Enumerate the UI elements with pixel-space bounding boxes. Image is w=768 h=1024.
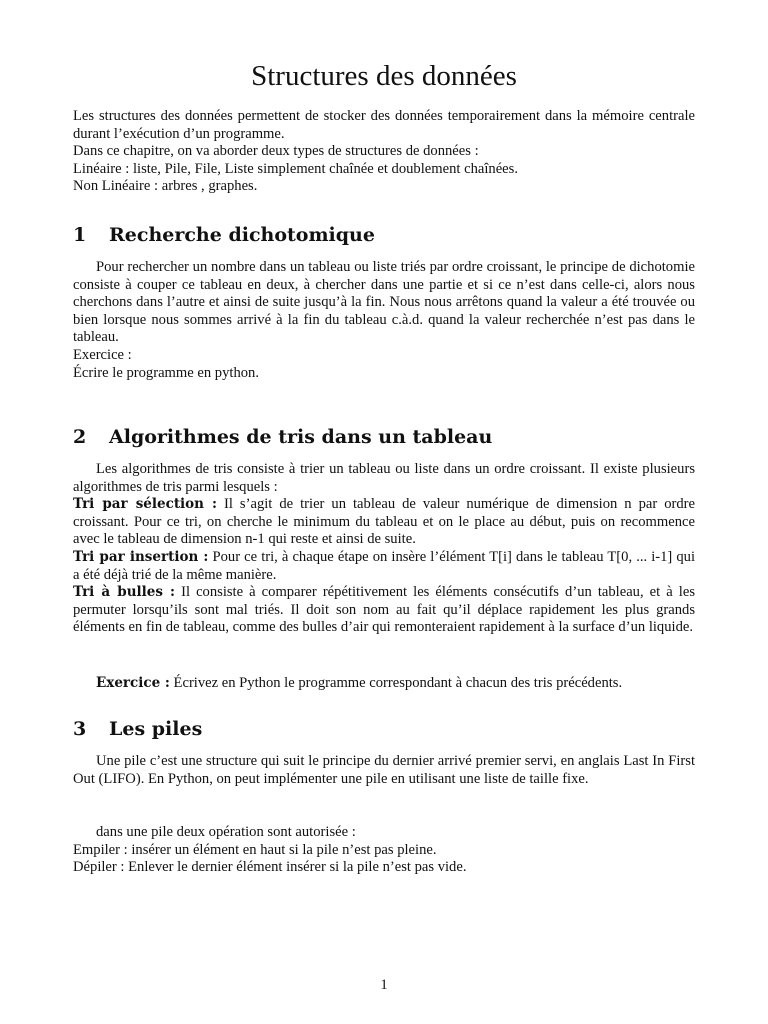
intro-block (73, 108, 695, 196)
intro-paragraph: Les structures des données permettent de stocker des données temporairement dans la mémoire centrale durant l’exécution d’un programme. (73, 108, 695, 142)
intro-line: Non Linéaire : arbres , graphes. (73, 178, 258, 195)
page-number: 1 (380, 977, 388, 993)
section-1-body (73, 259, 695, 382)
document-title: Structures des données (251, 60, 517, 92)
section-number: 3 (73, 718, 87, 740)
section-title: Recherche dichotomique (109, 224, 375, 246)
sort-item (73, 496, 695, 549)
exercise-label: Exercice : (96, 675, 170, 691)
ops-item: Dépiler : Enlever le dernier élément insérer si la pile n’est pas vide. (73, 859, 467, 876)
section-paragraph: Pour rechercher un nombre dans un tableau ou liste triés par ordre croissant, le principe de dichotomie consiste à couper ce tableau en deux, à chercher dans une partie et si ce n’est dans celle-ci, alors nous cherchons dans l’autre et ainsi de suite jusqu’à la fin. Nous nous arrêtons quand la valeur a été trouvée ou bien lorsque nous sommes arrivé à la fin du tableau c.à.d. quand la valeur recherchée n’est pas dans le tableau. (73, 259, 695, 346)
exercise-label: Exercice : (73, 346, 132, 363)
sort-item-label: Tri par sélection : (73, 496, 218, 513)
exercise-line (73, 675, 695, 693)
section-2-body (73, 461, 695, 637)
intro-line: Linéaire : liste, Pile, File, Liste simplement chaînée et doublement chaînées. (73, 160, 518, 177)
exercise-text: Écrire le programme en python. (73, 364, 259, 381)
section-title: Algorithmes de tris dans un tableau (109, 426, 493, 448)
sort-item (73, 584, 695, 637)
section-3-ops (73, 824, 695, 877)
section-number: 2 (73, 426, 87, 448)
exercise-text: Écrivez en Python le programme correspondant à chacun des tris précédents. (173, 675, 623, 691)
section-heading (73, 426, 492, 448)
intro-line: Dans ce chapitre, on va aborder deux types de structures de données : (73, 143, 479, 160)
sort-item-text: Il s’agit de trier un tableau de valeur numérique de dimension n par ordre croissant. Pour ce tri, on cherche le minimum du tableau et on le place au début, puis on recommence avec le tableau de dimension n-1 qui reste et ainsi de suite. (73, 496, 695, 548)
sort-item-label: Tri par insertion : (73, 548, 209, 565)
ops-item: Empiler : insérer un élément en haut si la pile n’est pas pleine. (73, 841, 437, 858)
sort-item-text: Il consiste à comparer répétitivement les éléments consécutifs d’un tableau, et à les permuter lorsqu’ils sont mal triés. Il doit son nom au fait qu’il déplace rapidement les plus grands éléments en fin de tableau, comme des bulles d’air qui remonteraient rapidement à la surface d’un liquide. (73, 584, 695, 636)
section-3-body (73, 753, 695, 788)
section-heading (73, 224, 375, 246)
document-page (73, 0, 695, 1024)
sort-item-label: Tri à bulles : (73, 584, 176, 601)
section-number: 1 (73, 224, 87, 246)
sort-item-text: Pour ce tri, à chaque étape on insère l’élément T[i] dans le tableau T[0, ... i-1] qui a été déjà trié de la même manière. (73, 548, 696, 583)
section-paragraph: Les algorithmes de tris consiste à trier un tableau ou liste dans un ordre croissant. Il existe plusieurs algorithmes de tris parmi lesquels : (73, 461, 695, 495)
section-2-exercise (73, 675, 695, 693)
section-paragraph: Une pile c’est une structure qui suit le principe du dernier arrivé premier servi, en anglais Last In First Out (LIFO). En Python, on peut implémenter une pile en utilisant une liste de taille fixe. (73, 753, 695, 787)
ops-intro: dans une pile deux opération sont autorisée : (96, 824, 356, 840)
section-title: Les piles (109, 718, 203, 740)
section-heading (73, 718, 202, 740)
sort-item (73, 549, 695, 584)
